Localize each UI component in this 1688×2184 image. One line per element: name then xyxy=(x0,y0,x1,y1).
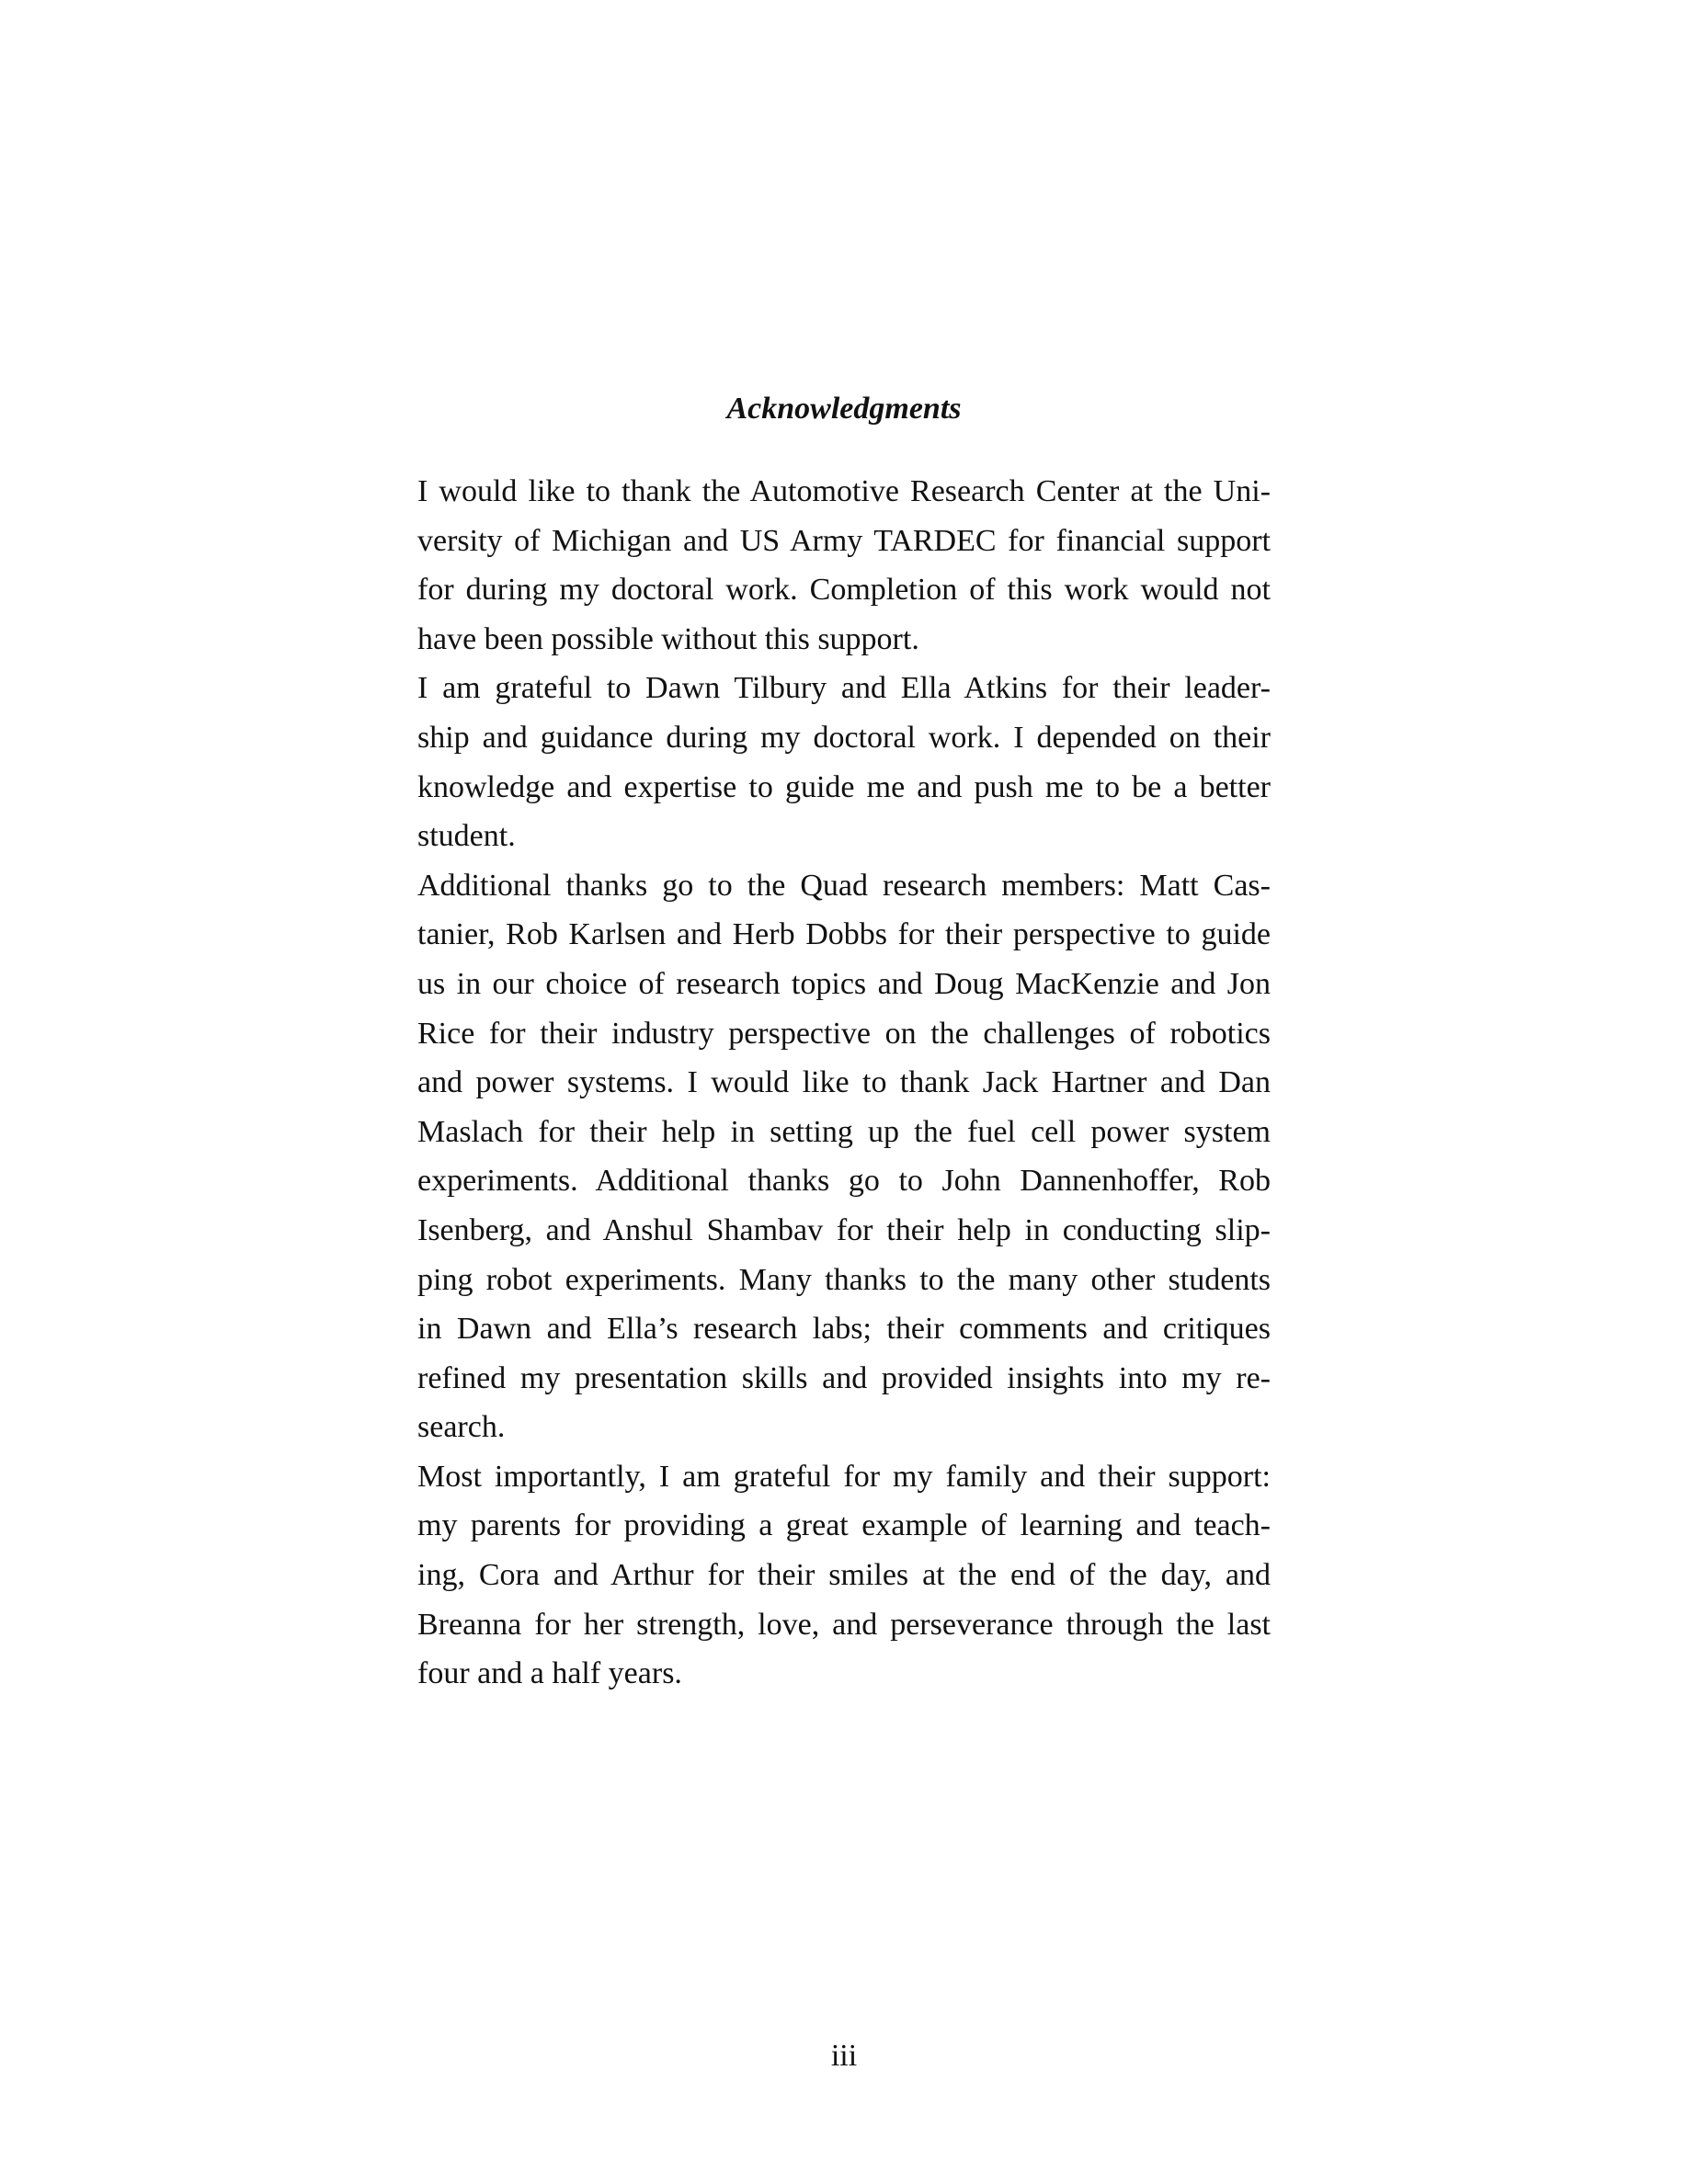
text-line: Isenberg, and Anshul Shambav for their help in conducting slip- xyxy=(417,1212,1271,1247)
text-line: refined my presentation skills and provided insights into my re- xyxy=(417,1360,1271,1395)
text-line: for during my doctoral work. Completion of this work would not xyxy=(417,573,1271,608)
text-line: Additional thanks go to the Quad research members: Matt Cas- xyxy=(417,868,1271,903)
text-line: Most importantly, I am grateful for my family and their support: xyxy=(417,1459,1271,1494)
text-line: and power systems. I would like to thank Jack Hartner and Dan xyxy=(417,1065,1271,1100)
page-number: iii xyxy=(830,2039,858,2073)
text-line: ing, Cora and Arthur for their smiles at the end of the day, and xyxy=(417,1558,1271,1593)
text-line: search. xyxy=(417,1410,506,1445)
text-line: Rice for their industry perspective on the challenges of robotics xyxy=(417,1016,1271,1051)
text-line: Breanna for her strength, love, and perseverance through the last xyxy=(417,1607,1271,1642)
paragraph-family xyxy=(417,1452,1271,1699)
acknowledgments-body xyxy=(417,467,1271,1699)
text-line: four and a half years. xyxy=(417,1656,682,1691)
text-line: tanier, Rob Karlsen and Herb Dobbs for their perspective to guide xyxy=(417,917,1271,952)
text-line: ping robot experiments. Many thanks to the many other students xyxy=(417,1262,1271,1297)
page-title: Acknowledgments xyxy=(726,392,962,426)
text-line: I am grateful to Dawn Tilbury and Ella Atkins for their leader- xyxy=(417,671,1271,706)
paragraph-colleagues xyxy=(417,861,1271,1452)
paragraph-advisors xyxy=(417,664,1271,860)
text-line: knowledge and expertise to guide me and push me to be a better xyxy=(417,769,1271,804)
text-line: Maslach for their help in setting up the fuel cell power system xyxy=(417,1114,1271,1149)
text-line: I would like to thank the Automotive Research Center at the Uni- xyxy=(417,474,1271,508)
text-line: us in our choice of research topics and Doug MacKenzie and Jon xyxy=(417,966,1271,1001)
text-line: ship and guidance during my doctoral work. I depended on their xyxy=(417,720,1271,755)
text-line: student. xyxy=(417,819,516,854)
paragraph-funding xyxy=(417,467,1271,664)
text-line: experiments. Additional thanks go to John Dannenhoffer, Rob xyxy=(417,1164,1271,1199)
text-line: have been possible without this support. xyxy=(417,621,919,656)
text-line: in Dawn and Ella’s research labs; their comments and critiques xyxy=(417,1312,1271,1347)
text-line: my parents for providing a great example of learning and teach- xyxy=(417,1508,1271,1543)
text-line: versity of Michigan and US Army TARDEC for financial support xyxy=(417,523,1271,558)
